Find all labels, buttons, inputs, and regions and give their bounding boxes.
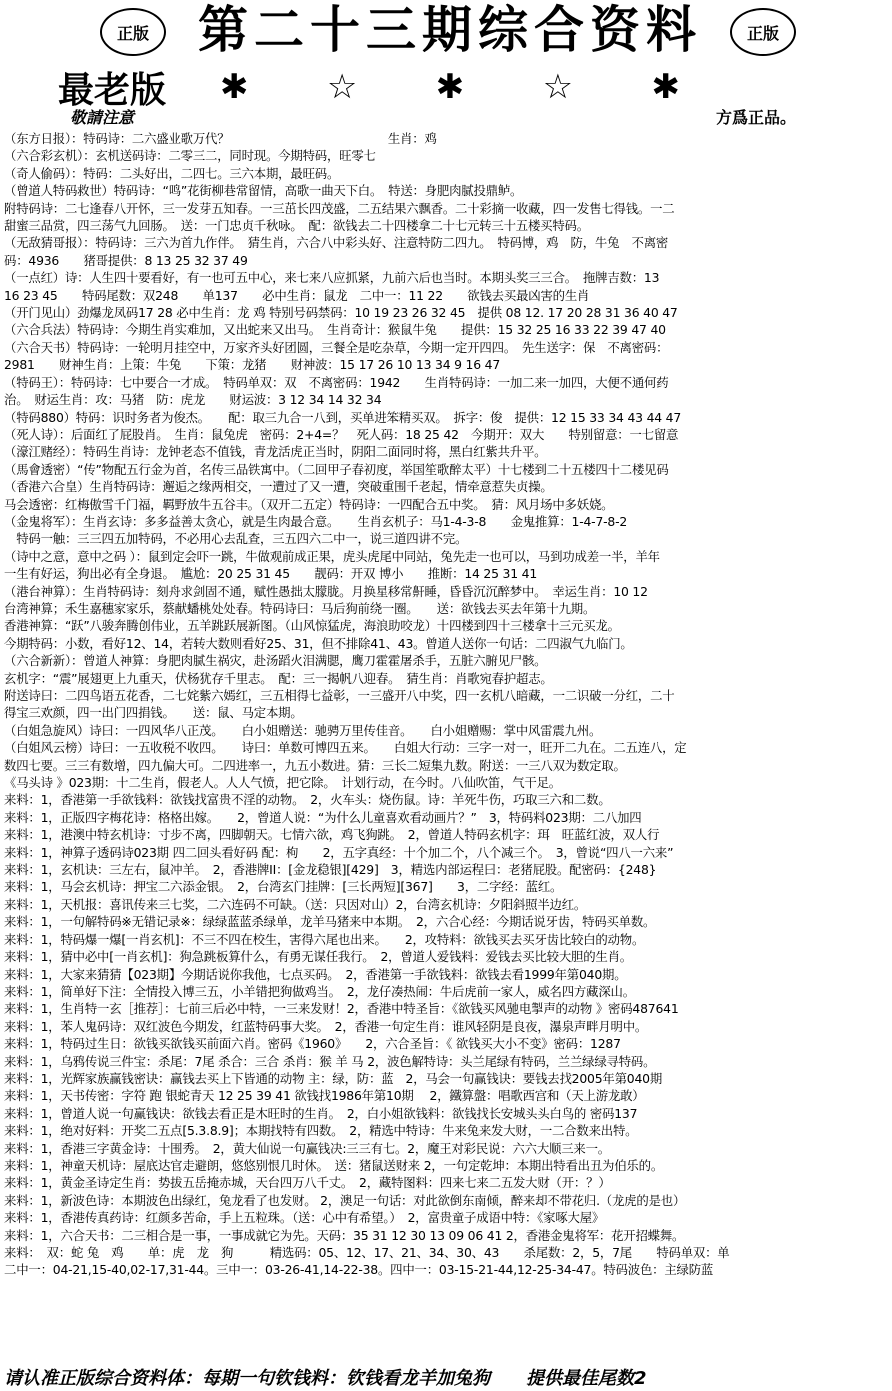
text-line: 甜蜜三品赏，四三荡气九回肠。 送：一门忠贞千秋咏。 配：欲钱去二十四楼拿二十七元转三十五楼买特码。 <box>4 218 589 234</box>
decorative-star-icon: ☆ <box>542 67 574 107</box>
text-line: 附送诗曰：二四鸟语五花香，二七姹紫六嫣红，三五相得七益彰，一三盛开八中奖，四一玄机八暗藏，一二识破一分红，二十 <box>4 688 675 703</box>
text-line: 数四七要。三三有数增，四九偏大可。二四进率一，九五小数进。猜：三长二短集九数。附送：一三八双为数定取。 <box>4 757 626 773</box>
text-line: 来料：1，六合天书：二三相合是一事，一事成就它为先。天码：35 31 12 30 13 09 06 41 2，香港金鬼将军：花开招蝶舞。 <box>4 1227 685 1243</box>
emblem-right: 正版 <box>730 8 796 56</box>
star-row <box>220 67 680 107</box>
text-line: （东方日报）：特码诗：二六盛业歌万代？ 生肖：鸡 <box>4 131 437 146</box>
text-line: 来料：1，乌鸦传说三件宝：杀尾：7尾 杀合：三合 杀肖：猴 羊 马 2，波色解特诗：头兰尾绿有特码，兰兰绿绿寻特码。 <box>4 1053 656 1069</box>
text-line: 来料：1，香港传真药诗：红颜多苦命，手上五粒珠。（送：心中有希望。） 2，富贵童子成语中特：《家啄大屋》 <box>4 1210 605 1226</box>
footer-banner: 请认准正版综合资料体：每期一句钦钱料：钦钱看龙羊加兔狗 提供最佳尾数2 <box>4 1368 647 1389</box>
text-line: 治。 财运生肖：攻：马猪 防：虎龙 财运波：3 12 34 14 32 34 <box>4 392 382 408</box>
text-line: （开门见山）劲爆龙凤码17 28 必中生肖：龙 鸡 特别号码禁码：10 19 23 26 32 45 提供 08 12. 17 20 28 31 36 40 47 <box>4 305 678 321</box>
text-line: （特码880）特码：识时务者为俊杰。 配：取三九合一八到，买单进笨精买双。 拆字：俊 提供：12 15 33 34 43 44 47 <box>4 409 682 425</box>
text-line: 码：4936 猪哥提供：8 13 25 32 37 49 <box>4 252 248 268</box>
text-line: （馬會透密）“传”物配五行金为首，名传三品铁寓中。（二回甲子春初度，举国笙歌醉太平）十七楼到二十五楼四十二楼见码 <box>4 461 669 477</box>
text-line: 一生有好运，狗出必有全身退。 尴尬：20 25 31 45 靓码：开双 博小 推断：14 25 31 41 <box>4 566 538 582</box>
text-line: 马会透密：红梅傲雪千门福，羁野放牛五谷丰。（双开二五定）特码诗：一四配合五中奖。 猜：风月场中多妖娆。 <box>4 496 614 512</box>
text-line: 香港神算：“跃”八骏奔腾创伟业，五羊跳跃展新图。（山风惊猛虎，海浪助咬龙）十四楼到四十三楼拿十三元买龙。 <box>4 618 620 634</box>
text-line: 来料：1，玄机诀：三左右，鼠冲羊。 2，香港牌II：[金龙稳银][429] 3，精选内部运程曰：老猪屁股。配密码：{248} <box>4 862 657 878</box>
text-line: 来料：1，猜中必中[一肖玄机]：狗急跳板算什么，有勇无谋任我行。 2，曾道人爱钱料：爱钱去买比较大胆的生肖。 <box>4 949 632 965</box>
text-line: 来料：1，绝对好料：开奖二五点[5.3.8.9]；本期找特有四数。 2，精选中特诗：牛来兔来发大财，一二合数来出特。 <box>4 1123 638 1139</box>
text-line: 来料：1，黄金圣诗定生肖：势拔五岳掩赤城，天台四万八千丈。 2，藏特图料：四来七来二五发大财（开：？） <box>4 1175 611 1191</box>
text-line: 今期特码：小数，看好12、14，若转大数则看好25、31，但不排除41、43。曾道人送你一句话：二四淑气九临门。 <box>4 635 633 651</box>
text-line: 二中一：04-21,15-40,02-17,31-44。三中一：03-26-41,14-22-38。四中一：03-15-21-44,12-25-34-47。特码波色：主绿防蓝 <box>4 1262 714 1278</box>
decorative-star-icon: ✱ <box>651 67 680 107</box>
text-line: 来料：1，港澳中特玄机诗：寸步不离，四脚朝天。七情六欲，鸡飞狗跳。 2，曾道人特码玄机字：珥 旺蓝红波，双人行 <box>4 827 660 843</box>
text-line: （特码王）：特码诗：七中要合一才成。 特码单双：双 不离密码：1942 生肖特码诗：一加二来一加四，大便不通何药 <box>4 374 669 390</box>
decorative-star-icon: ✱ <box>435 67 465 107</box>
text-line: 16 23 45 特码尾数：双248 单137 必中生肖：鼠龙 二中一：11 22 欲钱去买最凶害的生肖 <box>4 287 590 303</box>
decorative-star-icon: ✱ <box>220 67 249 107</box>
text-line: 来料：1，曾道人说一句赢钱诀：欲钱去看正是木旺时的生肖。 2，白小姐欲钱料：欲钱找长安城头头白鸟的 密码137 <box>4 1105 638 1121</box>
text-line: 来料：1，天书传密：字符 跑 银蛇青天 12 25 39 41 欲钱找1986年第10期 2，鐵算盤：唱歌西宫和（天上游龙敢） <box>4 1088 645 1104</box>
text-line: （无敌猜哥报）：特码诗：三六为首九作伴。 猜生肖，六合八中彩头好、注意特防二四九。 特码博，鸡 防，牛兔 不离密 <box>4 235 669 251</box>
text-line: （六合彩玄机）：玄机送码诗：二零三二，同时现。今期特码，旺零七 <box>4 148 376 164</box>
text-line: 来料：1，光辉家族赢钱密诀：赢钱去买上下皆通的动物 主：绿，防：蓝 2，马会一句赢钱诀：要钱去找2005年第040期 <box>4 1070 663 1086</box>
text-line: 来料： 双：蛇 兔 鸡 单：虎 龙 狗 精选码：05、12、17、21、34、30、43 杀尾数：2，5，7尾 特码单双：单 <box>4 1245 730 1260</box>
text-line: 来料：1，天机报：喜讯传来三七奖，二六连码不可缺。（送：只因对山）2，台湾玄机诗：夕阳斜照半边红。 <box>4 896 587 912</box>
text-line: 来料：1，神童天机诗：屋底达官走避朗，悠悠别恨几时休。 送：猪鼠送财来 2，一句定乾坤：本期出特看出丑为伯乐的。 <box>4 1157 664 1173</box>
page-title: 第二十三期综合资料 <box>198 0 702 59</box>
text-line: 来料：1，一句解特码※无错记录※：绿绿蓝蓝杀绿单，龙羊马猪来中本期。 2，六合心经：今期话说牙齿，特码买单数。 <box>4 914 656 930</box>
slogan-left: 敬請注意 <box>70 108 135 127</box>
text-line: 附特码诗：二七逢春八开怀，三一发芽五知春。一三茁长四茂盛，二五结果六飘香。二十彩摘一收藏，四一发售七得钱。一二 <box>4 200 675 216</box>
text-line: 来料：1，马会玄机诗：押宝二六添金银。 2，台湾玄门挂牌：[三长两短][367] 3，二字经：蓝红。 <box>4 879 563 895</box>
text-line: 来料：1，神算子透码诗023期 四二回头看好码 配：枸 2，五字真经：十个加二个，八个减三个。 3，曾说“四八一六来” <box>4 844 674 860</box>
text-line: （白姐急旋风）诗曰：一四风华八正茂。 白小姐赠送：驰骋万里传佳音。 白小姐赠赐：掌中风雷震九州。 <box>4 722 602 738</box>
text-line: 特码一触：三三四五加特码，不必用心去乱查，三五四六二中一，说三道四讲不完。 <box>4 531 468 547</box>
text-line: 来料：1，苯人鬼码诗：双红波色今期发，红蓝特码事大奖。 2，香港一句定生肖：谁风轻阴是良夜，瀑泉声畔月明中。 <box>4 1018 648 1034</box>
text-line: 玄机字：“震”展翅更上九重天，伏杨犹存千里志。 配：三一揭帆八迎春。 猜生肖：肖歌宛春护超志。 <box>4 670 553 686</box>
text-line: （港台神算）：生肖特码诗：刻舟求剑固不通，赋性愚拙太朦胧。月换星移常鼾睡，昏昏沉沉醉梦中。 幸运生肖：10 12 <box>4 583 648 599</box>
text-line: 来料：1，大家来猜猜【023期】今期话说你我他，七点买码。 2，香港第一手欲钱料：欲钱去看1999年第040期。 <box>4 966 627 982</box>
edition-label: 最老版 <box>58 69 167 111</box>
text-line: 《马头诗 》023期：十二生肖，假老人。人人气愤，把它除。 计划行动，在今时。八仙吹笛，气干足。 <box>4 775 561 791</box>
text-line: 得宝三欢颜，四一出门四捐钱。 送：鼠、马定本期。 <box>4 705 303 721</box>
text-line: 来料：1，特码爆一爆[一肖玄机]：不三不四在校生，害得六尾也出来。 2，攻特料：欲钱买去买牙齿比较白的动物。 <box>4 931 645 947</box>
text-line: 来料：1，香港第一手欲钱料：欲钱找富贵不淫的动物。 2，火车头：烧伤鼠。诗：羊死牛伤，巧取三六和二数。 <box>4 792 611 808</box>
text-line: （诗中之意，意中之码 ）：鼠到定会吓一跳，牛做观前成正果，虎头虎尾中同站，兔先走一也可以，马到功成差一半，羊年 <box>4 548 660 564</box>
text-line: （奇人偷码）：特码：二头好出，二四七。三六本期，最旺码。 <box>4 165 340 181</box>
text-line: （曾道人特码救世）特码诗：“鸣”花街柳巷常留情，高歌一曲天下白。 特送：身肥肉腻投鼎鲈。 <box>4 183 523 199</box>
text-line: （六合新新）：曾道人神算：身肥肉腻生祸灾，赴汤蹈火泪满腮，鹰刀霍霍屠杀手，五脏六腑见尸骸。 <box>4 653 547 669</box>
text-line: 台湾神算；禾生嘉穗家家乐，蔡献蟠桃处处春。特码诗曰：马后狗前绕一圈。 送：欲钱去买去年第十九期。 <box>4 600 596 616</box>
text-line: （香港六合皇）生肖特码诗：邂逅之缘两相交，一遭过了又一遭，突破重围千老起，情牵意惹失贞操。 <box>4 479 553 495</box>
text-line: （六合兵法）特码诗：今期生肖实难加，又出蛇来又出马。 生肖奇计：猴鼠牛兔 提供：15 32 25 16 33 22 39 47 40 <box>4 322 666 338</box>
text-line: （白姐风云榜）诗曰：一五收税不收四。 诗曰：单数可博四五来。 白姐大行动：三字一对一，旺开二九在。二五连八，定 <box>4 740 687 756</box>
text-line: 来料：1，简单好下注：全情投入博三五，小羊错把狗做鸡当。 2，龙仔凑热闹：牛后虎前一家人，威名四方藏深山。 <box>4 983 635 999</box>
text-line: 来料：1，生肖特一玄［推荐］：七前三后必中特，一三来发财！2，香港中特圣旨：《欲钱买风驰电掣声的动物 》密码487641 <box>4 1001 679 1017</box>
text-line: 来料：1，特码过生日：欲钱买欲钱买前面六肖。密码《1960》 2，六合圣旨：《 欲钱买大小不变》密码：1287 <box>4 1036 621 1052</box>
text-line: （六合天书）特码诗：一轮明月挂空中，万家齐头好团圆，三餐全是吃杂草，今期一定开四四。 先生送字：保 不离密码： <box>4 339 669 355</box>
text-line: 来料：1，香港三字黄金诗：十围秀。 2，黄大仙说一句赢钱决:三三有七。2，魔王对彩民说：六六大顺三来一。 <box>4 1140 610 1156</box>
header <box>0 0 892 130</box>
text-line: （一点红）诗：人生四十要看好，有一也可五中心，来七来八应抓紧，九前六后也当时。本期头奖三三合。 拖牌吉数：13 <box>4 270 660 286</box>
emblem-left: 正版 <box>100 8 166 56</box>
slogan-right: 方爲正品。 <box>716 108 797 127</box>
text-line: 来料：1，正版四字梅花诗：格格出嫁。 2，曾道人说：“为什么儿童喜欢看动画片？” 3，特码料023期：二八加四 <box>4 809 642 825</box>
text-line: 2981 财神生肖：上策：牛兔 下策：龙猪 财神波：15 17 26 10 13 34 9 16 47 <box>4 357 501 373</box>
content-body <box>4 130 888 1358</box>
text-line: （死人诗）：后面红了屁股肖。 生肖：鼠兔虎 密码：2+4=？ 死人码：18 25 42 今期开：双大 特别留意：一七留意 <box>4 426 679 442</box>
text-line: （濠江赌经）：特码生肖诗：龙钟老态不值钱，青龙活虎正当时，阴阳二面同时将，黑白红紫共升平。 <box>4 444 547 460</box>
decorative-star-icon: ☆ <box>326 67 358 107</box>
text-line: （金鬼将军）：生肖玄诗：多多益善太贪心，就是生肉最合意。 生肖玄机子：马1-4-3-8 金鬼推算：1-4-7-8-2 <box>4 513 628 529</box>
text-line: 来料：1，新波色诗：本期波色出绿红，兔龙看了也发财。 2，澳足一句话：对此欲倒东南倾，醉来却不带花归.（龙虎的是也） <box>4 1192 686 1208</box>
